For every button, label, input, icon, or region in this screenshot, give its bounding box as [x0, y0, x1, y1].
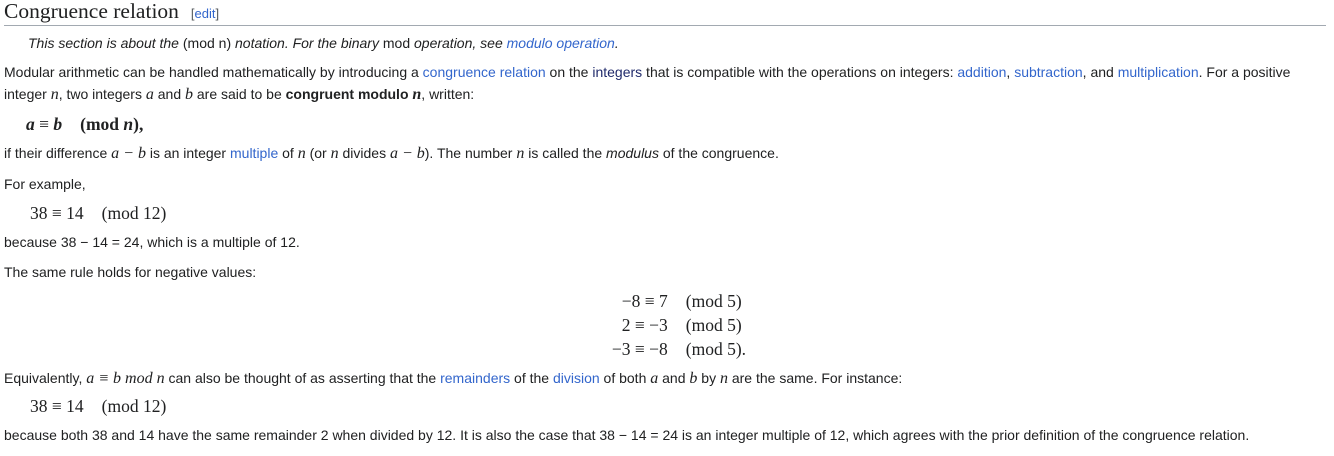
display-equation: [30, 394, 1328, 418]
text: ,: [1006, 64, 1015, 80]
eq-mod: [668, 289, 1328, 313]
paragraph-example: For example,: [4, 176, 86, 192]
text: , and: [1082, 64, 1118, 80]
modulus-term: modulus: [606, 145, 659, 161]
eq-lhs: −8 ≡ 7: [621, 291, 668, 311]
text: and: [153, 86, 185, 102]
text: of both: [599, 370, 651, 386]
hatnote-text: operation, see: [410, 35, 507, 51]
eq-lhs: 38 ≡ 14: [30, 396, 84, 416]
eq-lhs: 38 ≡ 14: [30, 203, 84, 223]
edit-bracket-close: ]: [215, 6, 220, 21]
eq-a: a: [26, 114, 35, 134]
eq-lhs: −3 ≡ −8: [611, 339, 668, 359]
equation-list: [30, 289, 1328, 361]
eq-mod: [668, 337, 1328, 361]
eq-equiv: ≡: [34, 114, 54, 134]
multiple-link[interactable]: multiple: [230, 145, 279, 161]
display-equation: [30, 201, 1328, 225]
math-a: a: [650, 370, 659, 387]
text: (or: [305, 145, 331, 161]
paragraph-conclusion: because both 38 and 14 have the same remainder 2 when divided by 12. It is also the case that 38 − 14 = 24 is an integer multiple of 12, which agrees with the prior definition of the congruence relation.: [4, 427, 1250, 443]
text: are said to be: [193, 86, 286, 102]
hatnote-text: This section is about the: [28, 35, 183, 51]
text: Equivalently,: [4, 370, 87, 386]
section-title: Congruence relation: [4, 0, 179, 23]
text: ). The number: [424, 145, 517, 161]
math-a-minus-b: a − b: [111, 145, 146, 162]
hatnote: [28, 34, 1328, 52]
paragraph-equivalently: [4, 367, 1328, 390]
math-n: n: [516, 145, 525, 162]
text: . For a positive integer: [4, 64, 1291, 102]
eq-mod-text: (mod 5): [685, 291, 742, 311]
math-b: b: [689, 370, 698, 387]
eq-n: n: [123, 114, 134, 134]
subtraction-link[interactable]: subtraction: [1014, 64, 1083, 80]
text: , written:: [421, 86, 475, 102]
eq-mod: [668, 313, 1328, 337]
integers-link[interactable]: integers: [592, 64, 643, 80]
hatnote-mod: mod: [382, 35, 411, 51]
multiplication-link[interactable]: multiplication: [1117, 64, 1199, 80]
text: can also be thought of as asserting that the: [164, 370, 441, 386]
addition-link[interactable]: addition: [957, 64, 1007, 80]
text: and: [658, 370, 690, 386]
bold-math-n: n: [412, 86, 422, 103]
edit-section: [191, 6, 219, 21]
paragraph-intro: [4, 61, 1328, 106]
display-equation: [26, 112, 1328, 136]
math-b: b: [185, 86, 193, 103]
paragraph-because: because 38 − 14 = 24, which is a multiple of 12.: [4, 234, 300, 250]
math-n: n: [297, 145, 306, 162]
math-n: n: [719, 370, 728, 387]
math-expression: a ≡ b mod n: [86, 370, 165, 387]
math-a-minus-b: a − b: [389, 145, 425, 162]
hatnote-text: .: [614, 35, 619, 51]
paragraph-negative: The same rule holds for negative values:: [4, 264, 257, 280]
text: is an integer: [145, 145, 230, 161]
text: by: [697, 370, 720, 386]
eq-close: ),: [133, 114, 144, 134]
division-link[interactable]: division: [552, 370, 600, 386]
text: are the same. For instance:: [727, 370, 903, 386]
eq-mod: (mod 12): [101, 396, 167, 416]
edit-bracket-open: [: [190, 6, 195, 21]
text: divides: [338, 145, 390, 161]
hatnote-text: notation. For the binary: [231, 35, 383, 51]
remainders-link[interactable]: remainders: [440, 370, 511, 386]
text: of: [278, 145, 298, 161]
text: on the: [545, 64, 593, 80]
math-n: n: [50, 86, 59, 103]
eq-mod-text: (mod 5): [685, 315, 742, 335]
eq-b: b: [53, 114, 63, 134]
math-n: n: [330, 145, 339, 162]
text: is called the: [524, 145, 607, 161]
bold-term: congruent modulo: [285, 86, 413, 102]
modulo-operation-link[interactable]: modulo operation: [506, 35, 615, 51]
math-a: a: [145, 86, 154, 103]
eq-mod: (mod: [80, 114, 124, 134]
paragraph-definition: [4, 142, 1328, 165]
text: that is compatible with the operations on integers:: [642, 64, 958, 80]
eq-lhs: 2 ≡ −3: [621, 315, 668, 335]
text: if their difference: [4, 145, 112, 161]
congruence-relation-link[interactable]: congruence relation: [422, 64, 546, 80]
eq-mod-text: (mod 5).: [685, 339, 747, 359]
section-heading: [4, 0, 1326, 26]
eq-mod: (mod 12): [101, 203, 167, 223]
text: of the: [510, 370, 553, 386]
text: , two integers: [58, 86, 146, 102]
edit-link[interactable]: edit: [194, 6, 216, 21]
hatnote-mod-n: (mod n): [182, 35, 232, 51]
text: of the congruence.: [658, 145, 779, 161]
text: Modular arithmetic can be handled mathematically by introducing a: [4, 64, 423, 80]
